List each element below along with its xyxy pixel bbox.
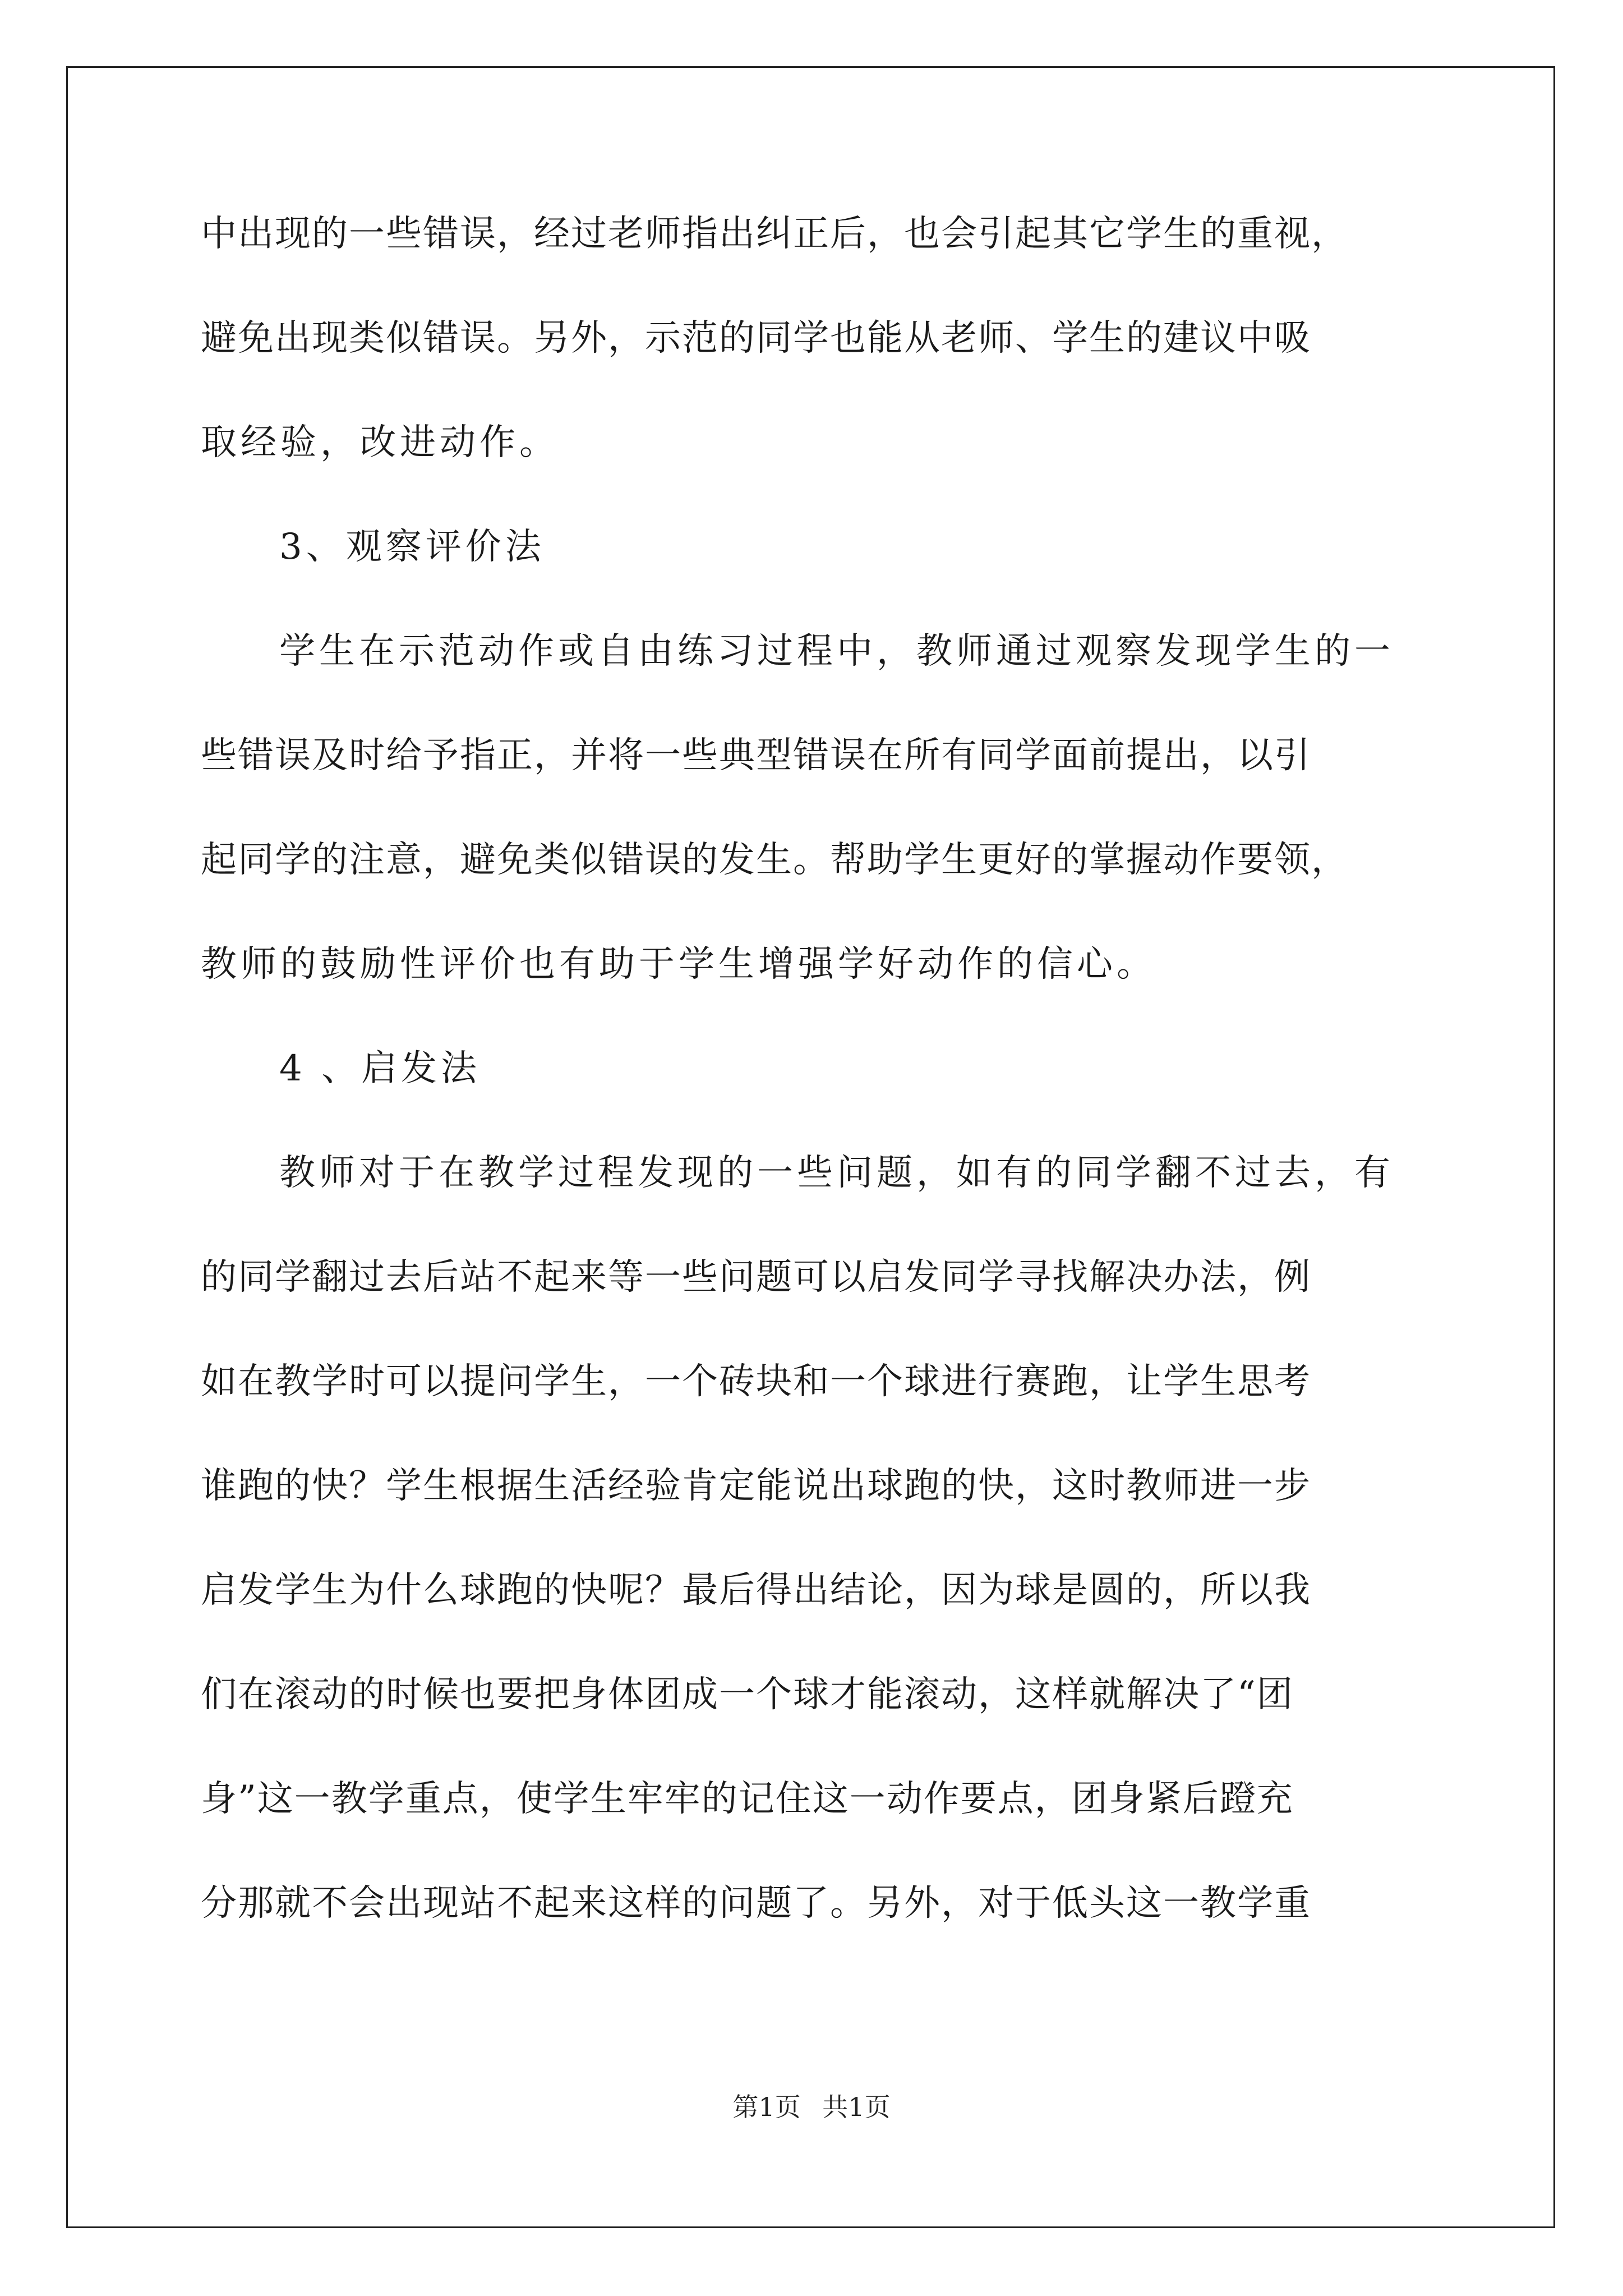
paragraph-line: 避免出现类似错误。另外，示范的同学也能从老师、学生的建议中吸 — [201, 318, 1311, 359]
paragraph-line: 取经验，改进动作。 — [201, 422, 559, 463]
page-footer: 第1页 共1页 — [732, 2092, 891, 2122]
paragraph-line-indented: 3、观察评价法 — [279, 526, 545, 568]
paragraph-line: 中出现的一些错误，经过老师指出纠正后，也会引起其它学生的重视， — [201, 213, 1348, 255]
paragraph-line-indented: 学生在示范动作或自由练习过程中，教师通过观察发现学生的一 — [279, 631, 1394, 672]
paragraph-line: 如在教学时可以提问学生，一个砖块和一个球进行赛跑，让学生思考 — [201, 1361, 1311, 1402]
paragraph-line: 启发学生为什么球跑的快呢？最后得出结论，因为球是圆的，所以我 — [201, 1570, 1311, 1611]
paragraph-line: 的同学翻过去后站不起来等一些问题可以启发同学寻找解决办法，例 — [201, 1257, 1311, 1298]
paragraph-line: 分那就不会出现站不起来这样的问题了。另外，对于低头这一教学重 — [201, 1883, 1311, 1924]
paragraph-line: 谁跑的快？学生根据生活经验肯定能说出球跑的快，这时教师进一步 — [201, 1465, 1311, 1507]
paragraph-line: 教师的鼓励性评价也有助于学生增强学好动作的信心。 — [201, 944, 1156, 985]
paragraph-line-indented: 教师对于在教学过程发现的一些问题，如有的同学翻不过去，有 — [279, 1152, 1394, 1194]
paragraph-line: 们在滚动的时候也要把身体团成一个球才能滚动，这样就解决了“团 — [201, 1674, 1294, 1715]
paragraph-line: 起同学的注意，避免类似错误的发生。帮助学生更好的掌握动作要领， — [201, 839, 1348, 881]
paragraph-line: 些错误及时给予指正，并将一些典型错误在所有同学面前提出，以引 — [201, 735, 1311, 776]
paragraph-line-indented: 4 、启发法 — [279, 1048, 481, 1089]
paragraph-line: 身”这一教学重点，使学生牢牢的记住这一动作要点，团身紧后蹬充 — [201, 1778, 1294, 1820]
document-body — [201, 213, 1435, 1990]
